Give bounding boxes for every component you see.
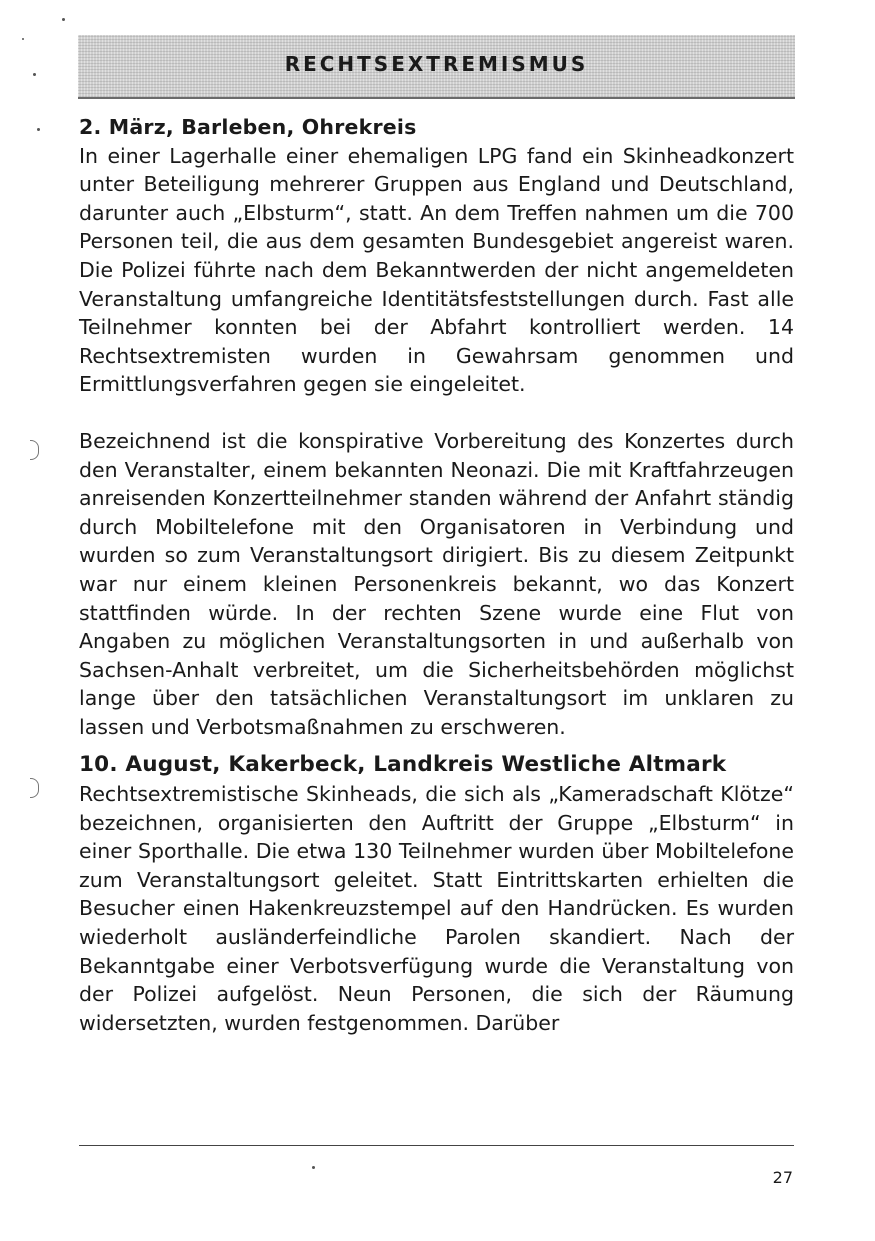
section-title: RECHTSEXTREMISMUS (284, 52, 589, 76)
body-paragraph: In einer Lagerhalle einer ehemaligen LPG fand ein Skinheadkonzert unter Beteiligung mehrerer Gruppen aus England und Deutschland, darunter auch „Elbsturm“, statt. An dem Treffen nahmen um die 700 Personen teil, die aus dem gesamten Bundesgebiet angereist waren. Die Polizei führte nach dem Bekanntwerden der nicht angemeldeten Veranstaltung umfangreiche Identitätsfeststellungen durch. Fast alle Teilnehmer konnten bei der Abfahrt kontrolliert werden. 14 Rechtsextremisten wurden in Gewahrsam genommen und Ermittlungsverfahren gegen sie eingeleitet. (79, 143, 794, 397)
entry-heading: 2. März, Barleben, Ohrekreis (79, 115, 417, 139)
paragraph-spacer (79, 399, 794, 427)
paragraph-spacer (79, 741, 794, 751)
binder-hole-mark (30, 440, 39, 460)
scan-speck (37, 128, 40, 131)
scan-speck (312, 1166, 315, 1169)
scan-speck (33, 73, 36, 76)
body-paragraph: Bezeichnend ist die konspirative Vorbereitung des Konzertes durch den Veranstalter, einem bekannten Neonazi. Die mit Kraftfahrzeugen anreisenden Konzertteilnehmer standen während der Anfahrt ständig durch Mobiltelefone mit den Organisatoren in Verbindung und wurden so zum Veranstaltungsort dirigiert. Bis zu diesem Zeitpunkt war nur einem kleinen Personenkreis bekannt, wo das Konzert stattfinden würde. In der rechten Szene wurde eine Flut von Angaben zu möglichen Veranstaltungsorten in und außerhalb von Sachsen-Anhalt verbreitet, um die Sicherheitsbehörden möglichst lange über den tatsächlichen Veranstaltungsort im unklaren zu lassen und Verbotsmaßnahmen zu erschweren. (79, 428, 794, 739)
scan-speck (22, 38, 24, 40)
body-paragraph: Rechtsextremistische Skinheads, die sich als „Kameradschaft Klötze“ bezeichnen, organisierten den Auftritt der Gruppe „Elbsturm“ in einer Sporthalle. Die etwa 130 Teilnehmer wurden über Mobiltelefone zum Veranstaltungsort geleitet. Statt Eintrittskarten erhielten die Besucher einen Hakenkreuzstempel auf den Handrücken. Es wurden wiederholt ausländerfeindliche Parolen skandiert. Nach der Bekanntgabe einer Verbotsverfügung wurde die Veranstaltung von der Polizei aufgelöst. Neun Personen, die sich der Räumung widersetzten, wurden festgenommen. Darüber (79, 782, 794, 1035)
footer-divider (79, 1145, 794, 1146)
scan-speck (62, 18, 65, 21)
section-header-band (78, 35, 795, 99)
page-number: 27 (772, 1168, 793, 1187)
entry-heading: 10. August, Kakerbeck, Landkreis Westliche Altmark (79, 752, 727, 778)
page-body (79, 113, 794, 1037)
binder-hole-mark (30, 778, 39, 798)
